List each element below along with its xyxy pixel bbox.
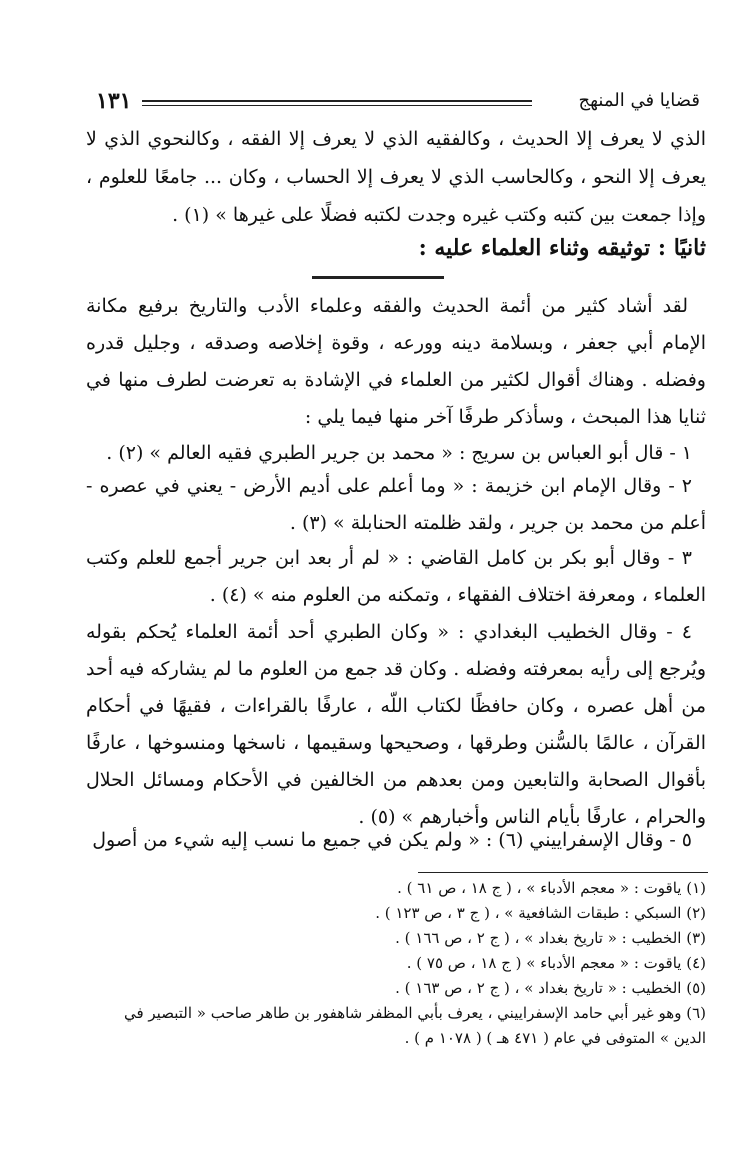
footnote-5: (٥) الخطيب : « تاريخ بغداد » ، ( ج ٢ ، ص ١٦٣ ) . bbox=[395, 979, 706, 997]
footnote-separator bbox=[418, 872, 708, 873]
quote-item-4: ٤ - وقال الخطيب البغدادي : « وكان الطبري أحد أئمة العلماء يُحكم بقوله ويُرجع إلى رأيه بمعرفته وفضله . وكان قد جمع من العلوم ما لم يشاركه فيه أحد من أهل عصره ، وكان حافظًا لكتاب اللّه ، عارفًا بالقراءات ، فقيهًا في أحكام القرآن ، عالمًا بالسُّنن وطرقها ، وصحيحها وسقيمها ، ناسخها ومنسوخها ، عارفًا بأقوال الصحابة والتابعين ومن بعدهم من الخالفين في الأحكام ومسائل الحلال والحرام ، عارفًا بأيام الناس وأخبارهم » (٥) . bbox=[86, 621, 706, 828]
page-number: ١٣١ bbox=[96, 88, 132, 114]
footnote-3: (٣) الخطيب : « تاريخ بغداد » ، ( ج ٢ ، ص ١٦٦ ) . bbox=[395, 929, 706, 947]
footnote-2: (٢) السبكي : طبقات الشافعية » ، ( ج ٣ ، ص ١٢٣ ) . bbox=[375, 904, 706, 922]
header-rule bbox=[142, 100, 532, 106]
quote-item-1: ١ - قال أبو العباس بن سريج : « محمد بن جرير الطبري فقيه العالم » (٢) . bbox=[106, 442, 692, 464]
footnotes bbox=[96, 876, 706, 1051]
intro-paragraph: لقد أشاد كثير من أئمة الحديث والفقه وعلماء الأدب والتاريخ برفيع مكانة الإمام أبي جعفر ، وبسلامة دينه وورعه ، وقوة إخلاصه وصدقه ، وجليل قدره وفضله . وهناك أقوال لكثير من العلماء في الإشادة به تعرضت لطرف منها في ثنايا هذا المبحث ، وسأذكر طرفًا آخر منها فيما يلي : bbox=[86, 295, 706, 428]
quote-item-5: ٥ - وقال الإسفراييني (٦) : « ولم يكن في جميع ما نسب إليه شيء من أصول bbox=[92, 829, 692, 851]
continued-paragraph: الذي لا يعرف إلا الحديث ، وكالفقيه الذي لا يعرف إلا الفقه ، وكالنحوي الذي لا يعرف إلا النحو ، وكالحاسب الذي لا يعرف إلا الحساب ، وكان ... جامعًا للعلوم ، وإذا جمعت بين كتبه وكتب غيره وجدت لكتبه فضلًا على غيرها » (١) . bbox=[86, 128, 706, 226]
section-heading: ثانيًا : توثيقه وثناء العلماء عليه : bbox=[418, 235, 706, 261]
running-title: قضايا في المنهج bbox=[578, 90, 700, 111]
quote-item-2: ٢ - وقال الإمام ابن خزيمة : « وما أعلم على أديم الأرض - يعني في عصره - أعلم من محمد بن جرير ، ولقد ظلمته الحنابلة » (٣) . bbox=[86, 475, 706, 534]
heading-underline bbox=[312, 276, 444, 279]
footnote-6: (٦) وهو غير أبي حامد الإسفراييني ، يعرف بأبي المظفر شاهفور بن طاهر صاحب « التبصير في الدين » المتوفى في عام ( ٤٧١ هـ ) ( ١٠٧٨ م ) . bbox=[123, 1004, 706, 1047]
page-header bbox=[96, 86, 700, 116]
footnote-1: (١) ياقوت : « معجم الأدباء » ، ( ج ١٨ ، ص ٦١ ) . bbox=[397, 879, 706, 897]
quote-item-3: ٣ - وقال أبو بكر بن كامل القاضي : « لم أر بعد ابن جرير أجمع للعلم وكتب العلماء ، ومعرفة اختلاف الفقهاء ، وتمكنه من العلوم منه » (٤) . bbox=[86, 547, 706, 606]
footnote-4: (٤) ياقوت : « معجم الأدباء » ( ج ١٨ ، ص ٧٥ ) . bbox=[406, 954, 706, 972]
